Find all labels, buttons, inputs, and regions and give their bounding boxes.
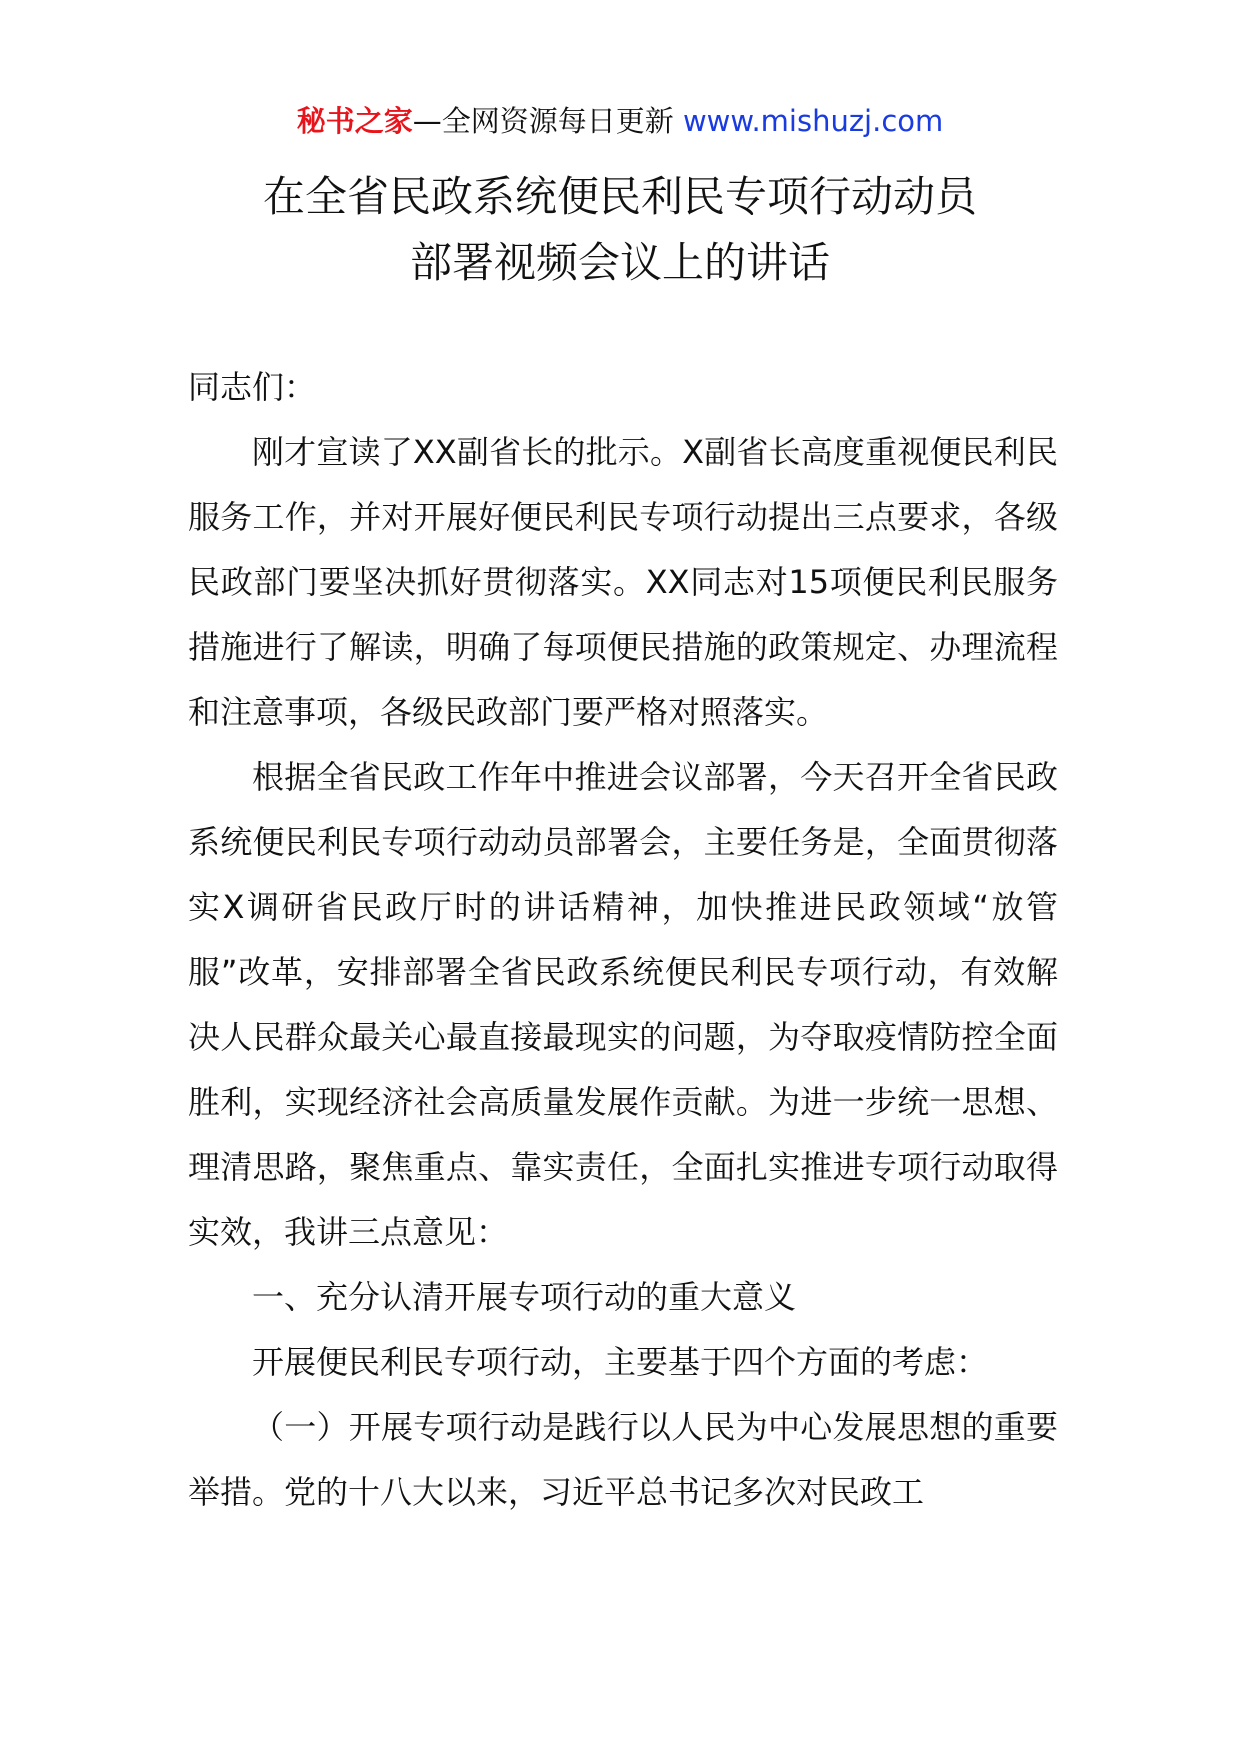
title-line-1: 在全省民政系统便民利民专项行动动员	[262, 172, 977, 221]
brand-name: 秘书之家	[296, 104, 413, 138]
document-body	[188, 355, 1058, 1525]
salutation: 同志们：	[188, 368, 317, 406]
site-header	[0, 100, 1240, 142]
body-paragraph: 开展便民利民专项行动，主要基于四个方面的考虑：	[252, 1343, 989, 1381]
site-tagline: —全网资源每日更新	[412, 104, 683, 138]
body-paragraph: 根据全省民政工作年中推进会议部署，今天召开全省民政系统便民利民专项行动动员部署会，主要任务是，全面贯彻落实X调研省民政厅时的讲话精神，加快推进民政领域“放管服”改革，安排部署全省民政系统便民利民专项行动，有效解决人民群众最关心最直接最现实的问题，为夺取疫情防控全面胜利，实现经济社会高质量发展作贡献。为进一步统一思想、理清思路，聚焦重点、靠实责任，全面扎实推进专项行动取得实效，我讲三点意见：	[188, 758, 1058, 1251]
site-url-link[interactable]: www.mishuzj.com	[682, 104, 944, 138]
body-paragraph: （一）开展专项行动是践行以人民为中心发展思想的重要举措。党的十八大以来，习近平总书记多次对民政工	[188, 1408, 1058, 1511]
body-paragraph: 刚才宣读了XX副省长的批示。X副省长高度重视便民利民服务工作，并对开展好便民利民专项行动提出三点要求，各级民政部门要坚决抓好贯彻落实。XX同志对15项便民利民服务措施进行了解读，明确了每项便民措施的政策规定、办理流程和注意事项，各级民政部门要严格对照落实。	[188, 433, 1058, 731]
section-heading: 一、充分认清开展专项行动的重大意义	[252, 1278, 797, 1316]
title-line-2: 部署视频会议上的讲话	[409, 238, 830, 287]
document-title	[0, 164, 1240, 296]
